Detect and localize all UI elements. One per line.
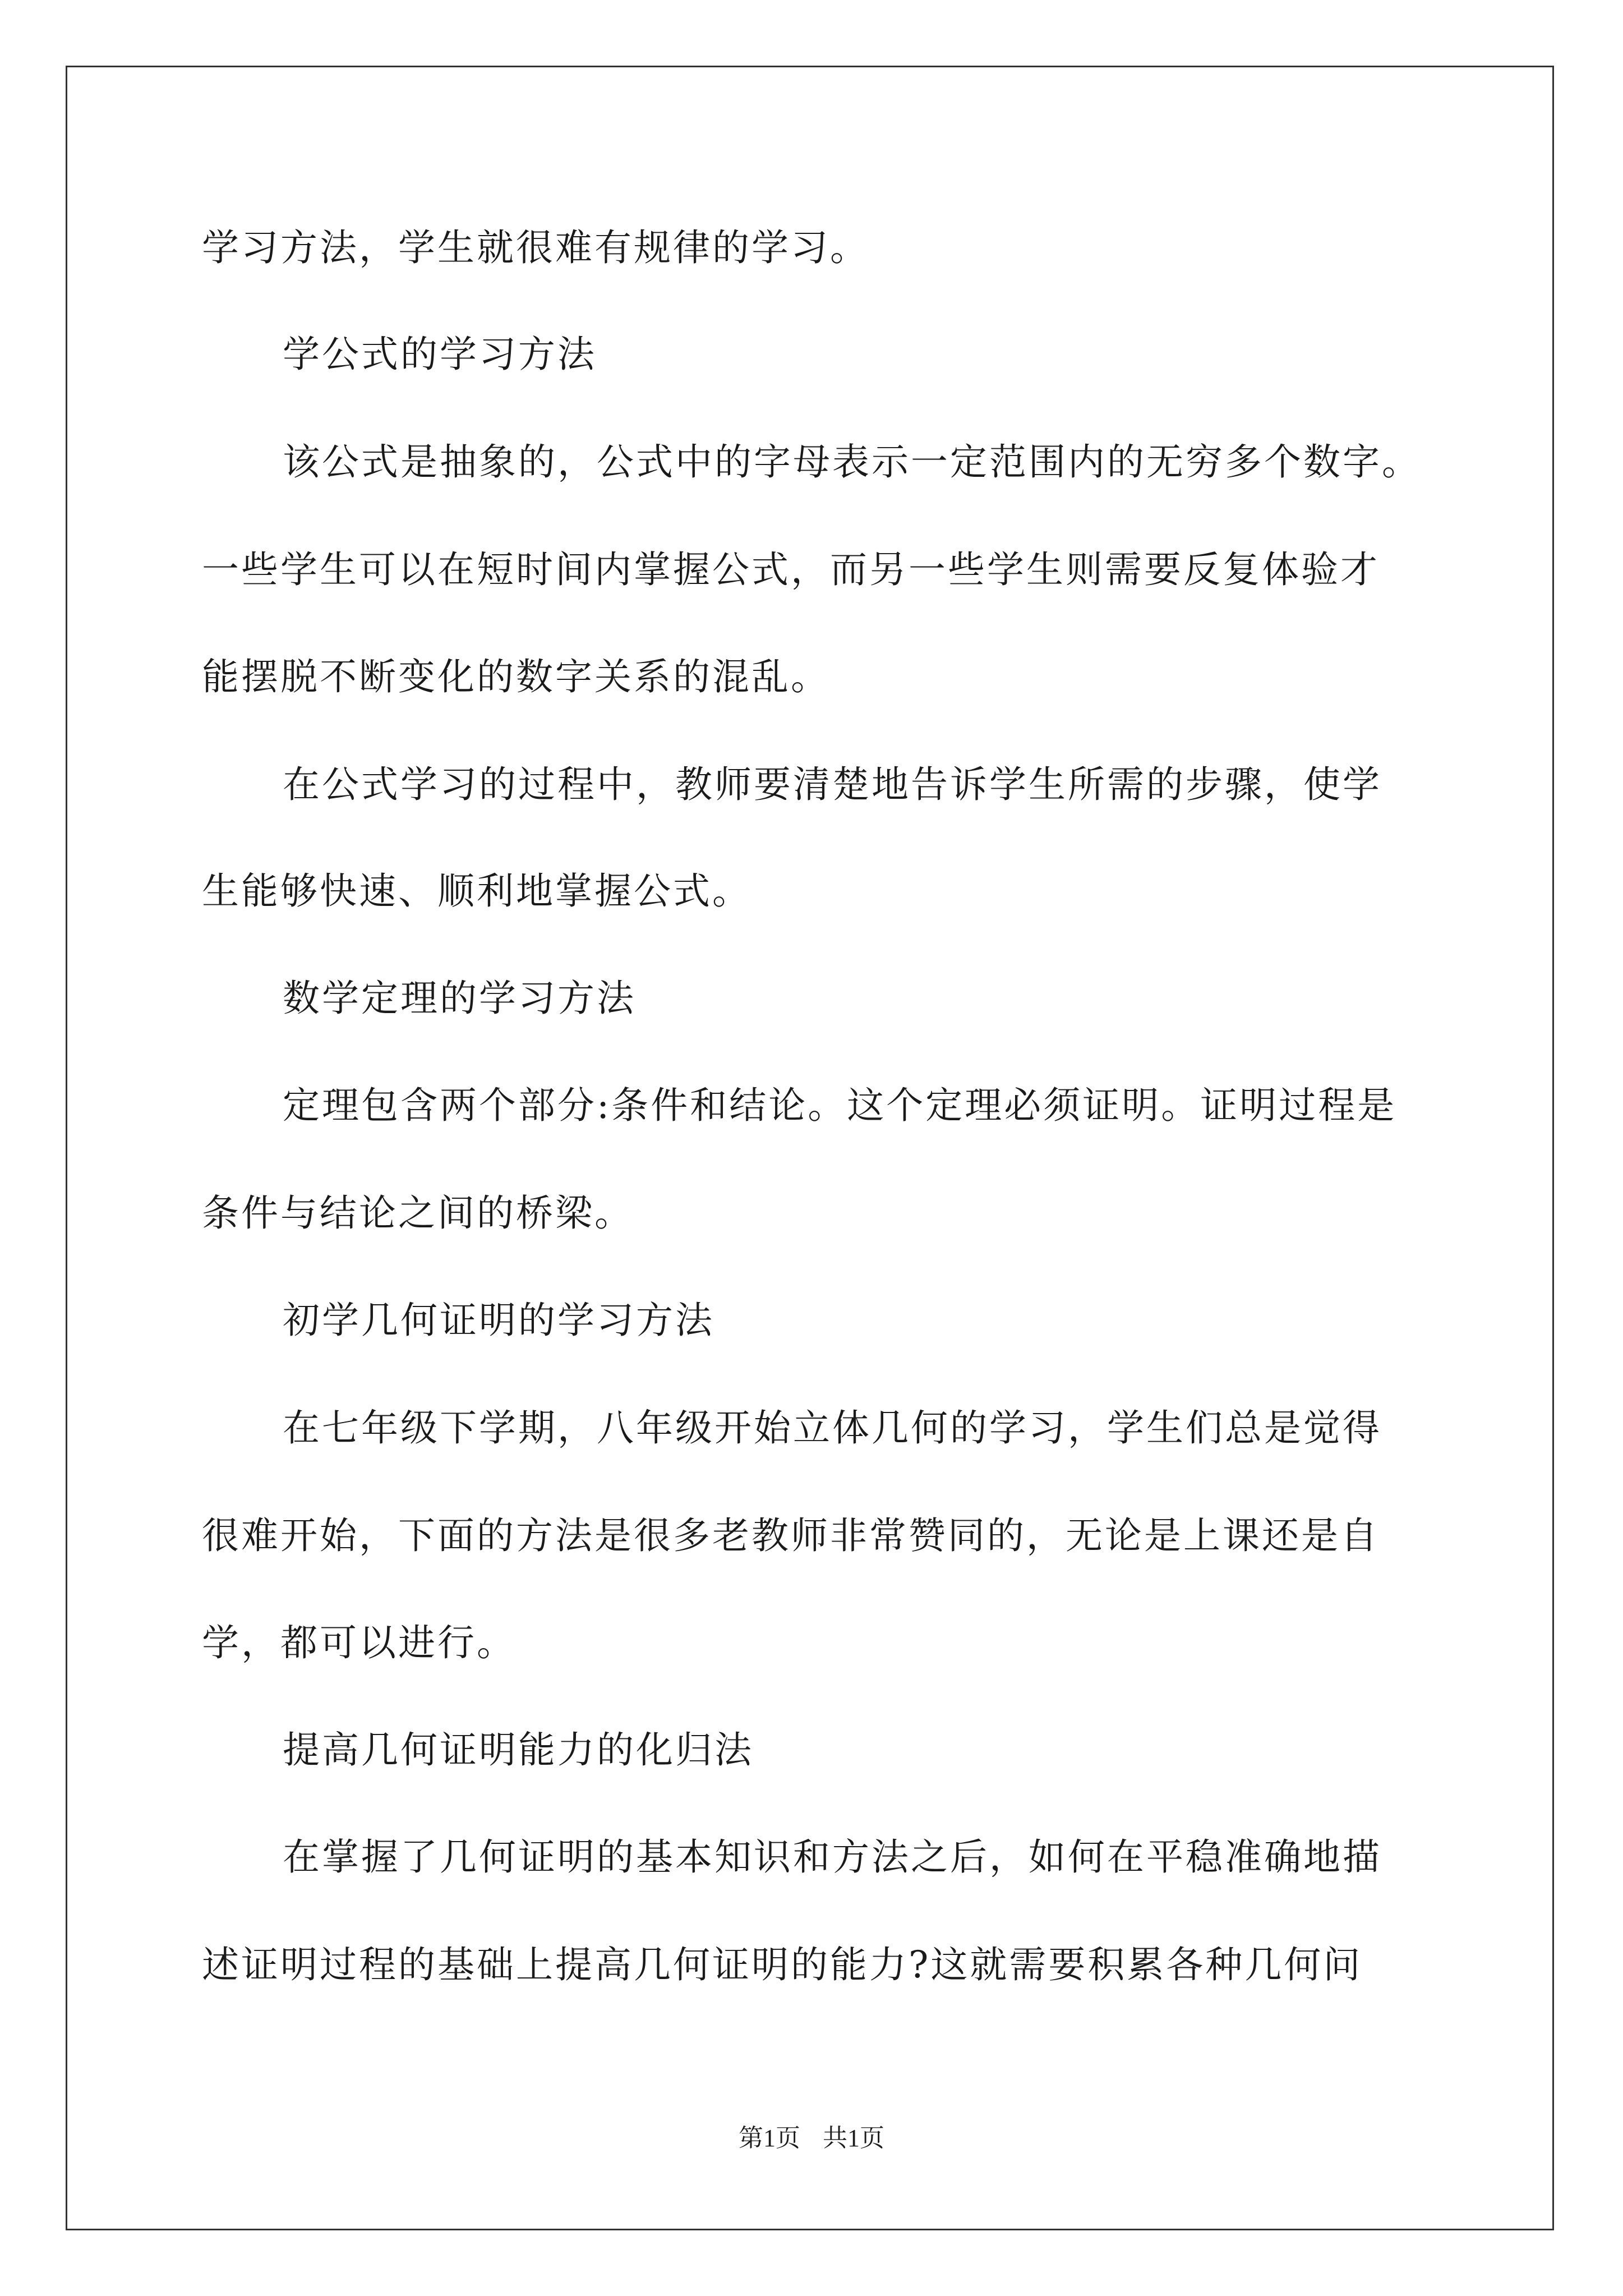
text-line: 很难开始，下面的方法是很多老教师非常赞同的，无论是上课还是自 [202,1514,1380,1557]
section-heading: 数学定理的学习方法 [283,977,636,1020]
section-heading: 学公式的学习方法 [283,333,597,376]
paragraph-start: 定理包含两个部分:条件和结论。这个定理必须证明。证明过程是 [283,1084,1397,1127]
page-frame [66,66,1554,2230]
paragraph-start: 在掌握了几何证明的基本知识和方法之后，如何在平稳准确地描 [283,1835,1382,1879]
paragraph-start: 在公式学习的过程中，教师要清楚地告诉学生所需的步骤，使学 [283,763,1382,806]
section-heading: 初学几何证明的学习方法 [283,1299,714,1342]
text-line: 生能够快速、顺利地掌握公式。 [202,869,751,913]
text-line: 学习方法，学生就很难有规律的学习。 [202,226,869,269]
page-number-current: 第1页 [739,2124,800,2152]
text-line: 条件与结论之间的桥梁。 [202,1191,634,1235]
page-number-total: 共1页 [823,2124,884,2152]
text-line: 学，都可以进行。 [202,1621,516,1664]
paragraph-start: 该公式是抽象的，公式中的字母表示一定范围内的无穷多个数字。 [283,440,1421,484]
text-line: 能摆脱不断变化的数字关系的混乱。 [202,655,830,698]
paragraph-start: 在七年级下学期，八年级开始立体几何的学习，学生们总是觉得 [283,1406,1382,1450]
section-heading: 提高几何证明能力的化归法 [283,1728,754,1772]
text-line: 述证明过程的基础上提高几何证明的能力?这就需要积累各种几何问 [202,1943,1363,1986]
page-footer [0,2126,1623,2151]
text-line: 一些学生可以在短时间内掌握公式，而另一些学生则需要反复体验才 [202,548,1380,591]
